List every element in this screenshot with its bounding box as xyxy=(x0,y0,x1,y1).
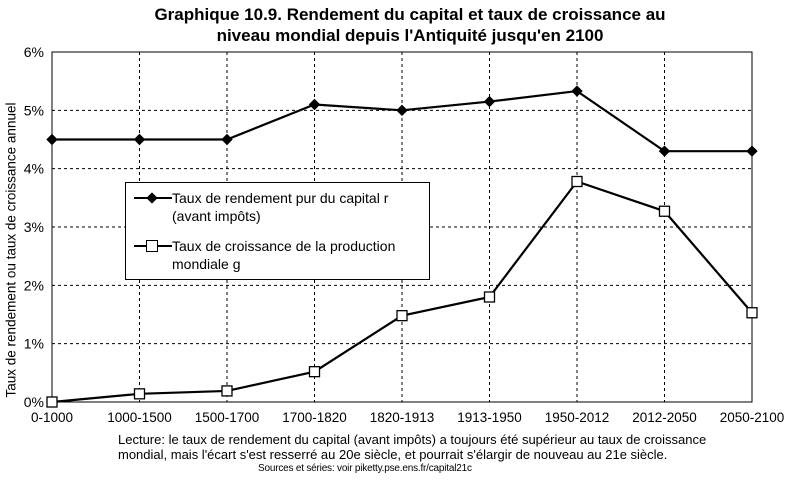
y-tick-label: 0% xyxy=(23,394,44,410)
data-point-r xyxy=(135,135,145,145)
x-tick-label: 1913-1950 xyxy=(457,410,522,425)
legend-label-g-line-2: mondiale g xyxy=(172,256,241,272)
chart-legend xyxy=(125,182,430,280)
data-point-g xyxy=(747,308,757,318)
reading-note xyxy=(118,432,706,462)
y-tick-label: 1% xyxy=(23,335,44,352)
reading-note-line-1: Lecture: le taux de rendement du capital (avant impôts) a toujours été supérieur au taux de croissance xyxy=(118,432,707,447)
legend-item-r xyxy=(134,189,388,225)
chart-title-line-1: Graphique 10.9. Rendement du capital et taux de croissance au xyxy=(154,5,666,24)
data-point-g xyxy=(485,292,495,302)
legend-label-r-line-1: Taux de rendement pur du capital r xyxy=(172,190,389,206)
x-tick-label: 1700-1820 xyxy=(282,410,347,425)
y-tick-label: 5% xyxy=(23,102,44,119)
data-point-g xyxy=(397,311,407,321)
chart-title-line-2: niveau mondial depuis l'Antiquité jusqu'en 2100 xyxy=(216,26,604,45)
data-point-r xyxy=(485,97,495,107)
legend-marker-r xyxy=(134,189,172,205)
reading-note-line-2: mondial, mais l'écart s'est resserré au 20e siècle, et pourrait s'élargir de nouveau au 21e siècle. xyxy=(118,447,668,462)
x-tick-label: 2012-2050 xyxy=(632,410,697,425)
diamond-marker-icon xyxy=(146,192,157,203)
data-point-r xyxy=(747,146,757,156)
x-tick-label: 1950-2012 xyxy=(544,410,610,425)
legend-item-g xyxy=(134,237,395,273)
source-note: Sources et séries: voir piketty.pse.ens.fr/capital21c xyxy=(258,463,472,474)
y-tick-label: 6% xyxy=(23,44,44,60)
data-point-r xyxy=(47,135,57,145)
x-tick-label: 1000-1500 xyxy=(107,410,172,425)
data-point-g xyxy=(310,367,320,377)
data-point-r xyxy=(222,135,232,145)
y-tick-label: 2% xyxy=(23,277,44,294)
data-point-g xyxy=(660,206,670,216)
y-tick-label: 3% xyxy=(23,219,44,235)
legend-label-r-line-2: (avant impôts) xyxy=(172,208,261,224)
x-tick-label: 0-1000 xyxy=(30,410,74,425)
x-tick-label: 1500-1700 xyxy=(194,410,260,425)
square-marker-icon xyxy=(146,240,158,252)
data-point-g xyxy=(47,397,57,407)
y-tick-label: 4% xyxy=(23,160,44,177)
y-axis-label: Taux de rendement ou taux de croissance annuel xyxy=(3,102,19,398)
legend-marker-g xyxy=(134,237,172,253)
x-tick-label: 1820-1913 xyxy=(369,410,435,425)
data-point-g xyxy=(135,389,145,399)
data-point-r xyxy=(397,105,407,115)
data-point-g xyxy=(572,177,582,187)
data-point-g xyxy=(222,386,232,396)
legend-label-g-line-1: Taux de croissance de la production xyxy=(172,238,396,254)
data-point-r xyxy=(310,100,320,110)
x-tick-label: 2050-2100 xyxy=(719,410,785,425)
